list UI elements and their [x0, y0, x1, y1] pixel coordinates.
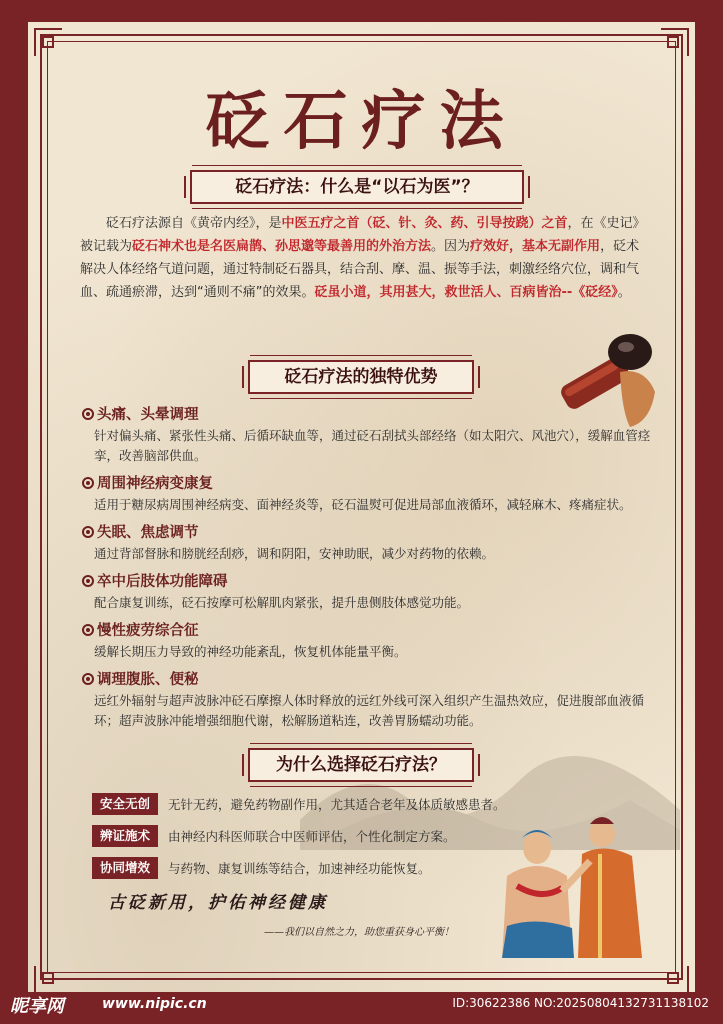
bullet-icon	[82, 624, 94, 636]
intro-text: 。	[617, 285, 631, 300]
advantage-item	[82, 522, 662, 564]
reason-tag: 协同增效	[92, 857, 158, 879]
page-title: 砭石疗法	[205, 84, 518, 159]
corner-ornament	[34, 28, 62, 56]
bullet-icon	[82, 575, 94, 587]
advantage-title	[82, 473, 662, 495]
watermark-logo: 昵享网	[10, 996, 64, 1017]
intro-highlight: 疗效好，基本无副作用	[470, 239, 601, 254]
advantage-description: 适用于糖尿病周围神经病变、面神经炎等，砭石温熨可促进局部血液循环，减轻麻木、疼痛症状。	[94, 497, 632, 512]
advantage-title-text: 慢性疲劳综合征	[97, 623, 199, 639]
advantages-list	[82, 404, 662, 738]
advantage-description: 缓解长期压力导致的神经功能紊乱，恢复机体能量平衡。	[94, 644, 407, 659]
advantage-description: 配合康复训练，砭石按摩可松解肌肉紧张，提升患侧肢体感觉功能。	[94, 595, 470, 610]
watermark-id: ID:30622386 NO:20250804132731138102	[452, 996, 709, 1010]
section-heading-what: 砭石疗法：什么是“以石为医”？	[190, 170, 524, 204]
corner-ornament	[34, 966, 62, 994]
reason-tag: 辨证施术	[92, 825, 158, 847]
advantage-title-text: 失眠、焦虑调节	[97, 525, 199, 541]
intro-text: 砭石疗法源自《黄帝内经》，是	[106, 216, 282, 231]
intro-text: 。因为	[431, 239, 471, 254]
section-heading-why: 为什么选择砭石疗法？	[248, 748, 474, 782]
advantage-description: 针对偏头痛、紧张性头痛、后循环缺血等，通过砭石刮拭头部经络（如太阳穴、风池穴），缓解血管痉挛，改善脑部供血。	[94, 428, 651, 463]
advantage-item	[82, 669, 662, 731]
corner-ornament	[661, 966, 689, 994]
slogan: 古砭新用，护佑神经健康	[108, 893, 328, 913]
intro-highlight: 中医五疗之首（砭、针、灸、药、引导按跷）之首	[281, 216, 568, 231]
motto: ——我们以自然之力，助您重获身心平衡！	[264, 927, 454, 938]
corner-ornament	[661, 28, 689, 56]
advantage-item	[82, 473, 662, 515]
advantage-item	[82, 571, 662, 613]
bullet-icon	[82, 673, 94, 685]
reason-tag: 安全无创	[92, 793, 158, 815]
bullet-icon	[82, 408, 94, 420]
intro-highlight: 砭虽小道，其用甚大，救世活人、百病皆治--《砭经》	[314, 285, 618, 300]
section-heading-advantages: 砭石疗法的独特优势	[248, 360, 474, 394]
advantage-item	[82, 620, 662, 662]
intro-text: ，砭术解决人体经络气道问题，通过特制砭石器具，结合刮、摩、温、振等手法，刺激经络穴位，调和气血、疏通瘀滞，达到“通则不痛”的效果。	[80, 239, 640, 300]
advantage-title-text: 头痛、头晕调理	[97, 407, 199, 423]
physician-illustration	[482, 806, 652, 958]
advantage-description: 远红外辐射与超声波脉冲砭石摩擦人体时释放的远红外线可深入组织产生温热效应，促进腹部血液循环；超声波脉冲能增强细胞代谢，松解肠道粘连，改善胃肠蠕动功能。	[94, 693, 645, 728]
reason-text: 由神经内科医师联合中医师评估，个性化制定方案。	[168, 829, 456, 844]
advantage-title-text: 周围神经病变康复	[97, 476, 213, 492]
advantage-title	[82, 571, 662, 593]
advantage-title	[82, 620, 662, 642]
bullet-icon	[82, 526, 94, 538]
advantage-item	[82, 404, 662, 466]
watermark-url: www.nipic.cn	[102, 996, 207, 1012]
intro-paragraph	[80, 212, 650, 304]
advantage-title	[82, 522, 662, 544]
advantage-title	[82, 669, 662, 691]
intro-highlight: 砭石神术也是名医扁鹊、孙思邈等最善用的外治方法	[132, 239, 432, 254]
advantage-title	[82, 404, 662, 426]
advantage-title-text: 调理腹胀、便秘	[97, 672, 199, 688]
reason-text: 与药物、康复训练等结合，加速神经功能恢复。	[168, 861, 431, 876]
reason-text: 无针无药，避免药物副作用，尤其适合老年及体质敏感患者。	[168, 797, 506, 812]
advantage-title-text: 卒中后肢体功能障碍	[97, 574, 228, 590]
bullet-icon	[82, 477, 94, 489]
intro-text: ，在《史记》被记载为	[80, 216, 646, 254]
advantage-description: 通过背部督脉和膀胱经刮痧，调和阴阳，安神助眠，减少对药物的依赖。	[94, 546, 495, 561]
